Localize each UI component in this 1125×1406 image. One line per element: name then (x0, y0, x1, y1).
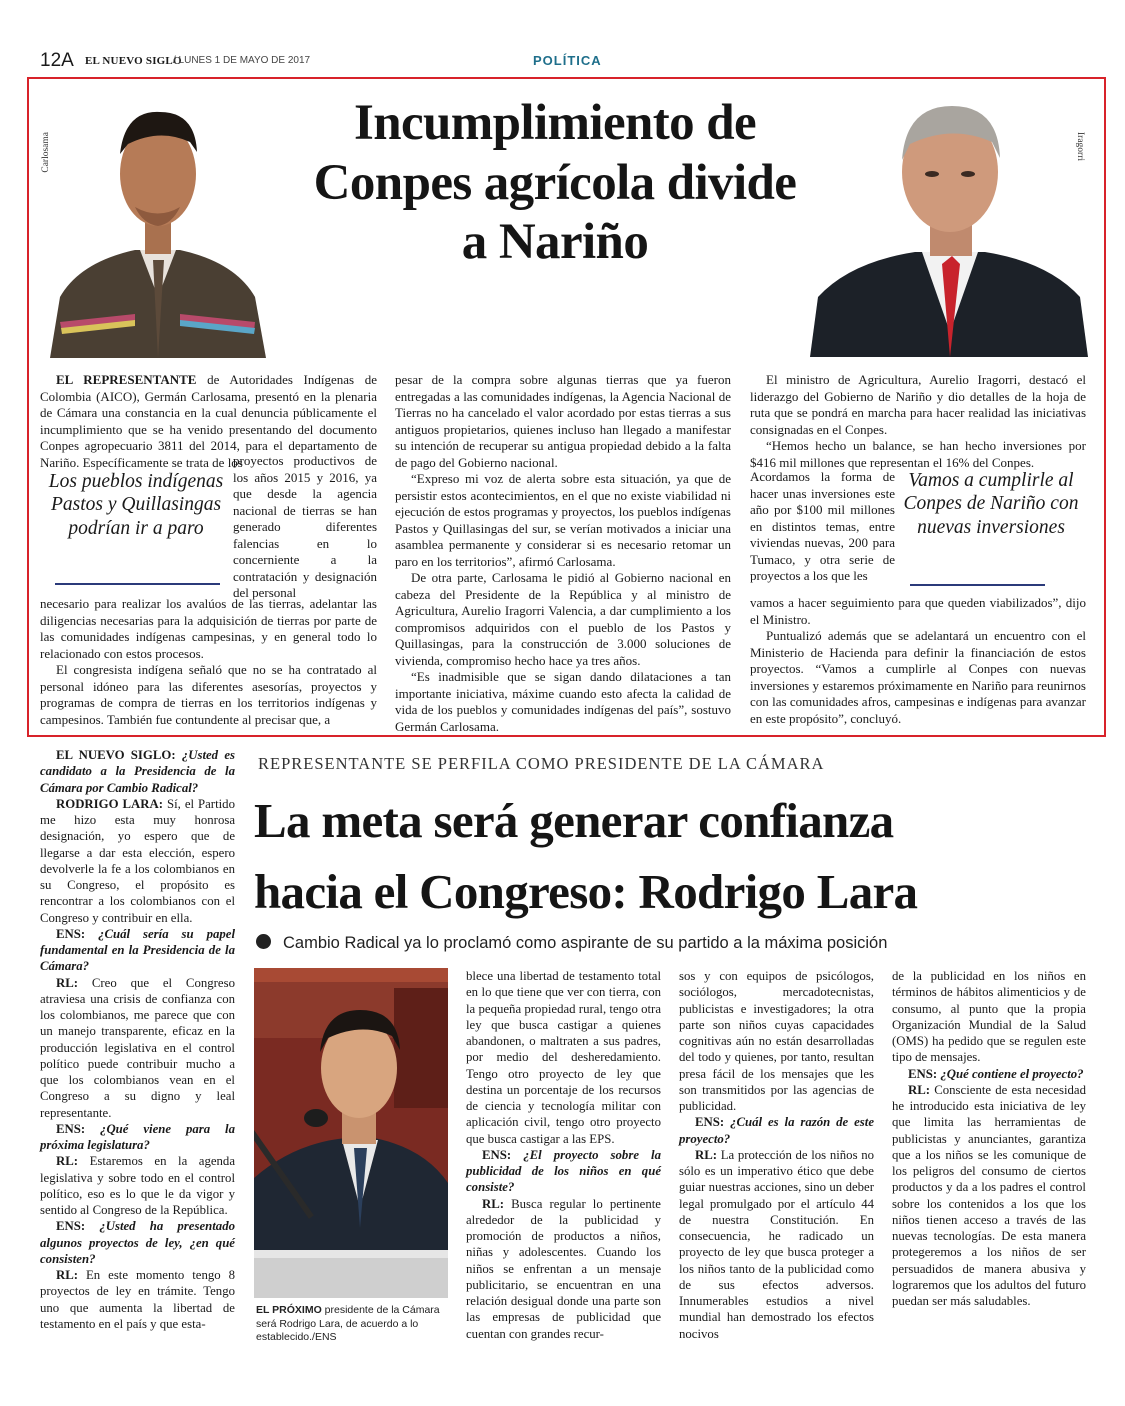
story2-headline-line1: La meta será generar confianza (254, 793, 894, 848)
interview-question (40, 1121, 235, 1154)
speaker-tag: ENS: (56, 1219, 86, 1234)
bullet-icon (256, 934, 271, 949)
story1-paragraph: El congresista indígena señaló que no se ha contratado al personal idóneo para las diferentes asesorías, proyectos y programas de compra de tierras en los territorios indígenas y campesinos. También fue contundente al precisar que, a (40, 662, 377, 727)
newspaper-name: EL NUEVO SIGLO (85, 55, 182, 67)
story2-headline-line2: hacia el Congreso: Rodrigo Lara (254, 864, 918, 920)
interview-column-3 (679, 968, 874, 1342)
story1-paragraph: El ministro de Agricultura, Aurelio Iragorri, destacó el liderazgo del Gobierno de Nariño y dio detalles de la hoja de ruta que se pondrá en marcha para hacer realidad las iniciativas consignadas en el Conpes. (750, 372, 1086, 437)
speaker-tag: RL: (908, 1082, 931, 1097)
interview-question (892, 1066, 1086, 1082)
photo-credit-left: Carlosama (41, 132, 51, 173)
story1-column-2 (395, 372, 731, 735)
photo-iragorri (810, 92, 1088, 357)
story1-column-3-wrap (750, 469, 895, 585)
question-text: ¿Cuál es la razón de este proyecto? (679, 1115, 875, 1146)
answer-text: La protección de los niños no sólo es un imperativo ético que debe guiar nuestras acciones, sino un deber legal promulgado por el artículo 44 de nuestra Constitución. En consecuencia, he radicado un proyecto de ley que busca proteger a los niños tanto de la publicidad como de sus efectos adversos. Innumerables estudios a nivel mundial han demostrado los efectos nocivos (679, 1147, 874, 1341)
interview-column-1 (40, 747, 235, 1332)
speaker-tag: RL: (695, 1147, 718, 1162)
story2-deck-text: Cambio Radical ya lo proclamó como aspirante de su partido a la máxima posición (283, 934, 888, 952)
speaker-tag: RL: (56, 975, 79, 990)
interview-answer (40, 1153, 235, 1218)
answer-text: Consciente de esta necesidad he introducido esta iniciativa de ley que limita las herramientas de publicistas y anunciantes, garantiza que a los niños se les comunique de los peligros del consumo de ciertos productos y da a los padres el control sobre los contenidos a los que los niños tienen acceso a través de las nuevas tecnologías. De esta manera protegeremos a los niños de ser persuadidos de manera abusiva y lograremos que los adultos del futuro puedan ser más saludables. (892, 1082, 1086, 1308)
speaker-tag: RODRIGO LARA: (56, 796, 164, 811)
speaker-tag: ENS: (56, 1121, 86, 1136)
interview-answer (892, 1082, 1086, 1310)
story1-paragraph: necesario para realizar los avalúos de las tierras, adelantar las diligencias necesarias para la adquisición de tierras por parte de las comunidades indígenas campesinas, y en general todo lo relacionado con estos procesos. (40, 596, 377, 661)
speaker-tag: ENS: (908, 1066, 938, 1081)
interview-answer (40, 1267, 235, 1332)
interview-answer (40, 975, 235, 1121)
story1-headline: Incumplimiento de Conpes agrícola divide a Nariño (313, 95, 797, 271)
story2-headline (254, 785, 1094, 927)
photo-caption (256, 1304, 451, 1345)
interview-answer (40, 796, 235, 926)
page-number: 12A (40, 50, 74, 71)
section-label: POLÍTICA (533, 53, 602, 68)
story1-paragraph: “Es inadmisible que se sigan dando dilataciones a tan importante iniciativa, máxime cuando esto afecta la calidad de vida de los pueblos y comunidades indígenas del país”, sostuvo Germán Carlosama. (395, 669, 731, 734)
story1-column-3-lower (750, 595, 1086, 727)
story1-column-1-lower (40, 596, 377, 728)
answer-text: sos y con equipos de psicólogos, sociólogos, mercadotecnistas, publicistas e investigadores; la otra parte son niños cuyas capacidades cognitivas aún no están desarrolladas del todo y quienes, por tanto, resultan presa fácil de los mensajes que les son transmitidos por las agencias de publicidad. (679, 969, 874, 1113)
question-text: ¿El proyecto sobre la publicidad de los niños en qué consiste? (466, 1147, 661, 1195)
issue-date: / LUNES 1 DE MAYO DE 2017 (173, 55, 311, 66)
pull-quote-1-rule (55, 583, 220, 585)
interview-answer (679, 1147, 874, 1342)
answer-text: Estaremos en la agenda legislativa y sobre todo en el control político, eso es lo que le da vigor y sentido al Congreso de la República. (40, 1154, 236, 1217)
interview-question (466, 1147, 661, 1196)
speaker-tag: ENS: (695, 1115, 725, 1130)
photo-carlosama (40, 92, 276, 358)
question-text: ¿Usted ha presentado algunos proyectos de ley, ¿en qué consisten? (40, 1219, 235, 1266)
story1-paragraph: “Hemos hecho un balance, se han hecho inversiones por $416 mil millones que representan el 16% del Conpes. (750, 438, 1086, 470)
story1-paragraph: proyectos productivos de los años 2015 y 2016, ya que desde la agencia nacional de tierras se han generado diferentes falencias en lo concerniente a la contratación y designación del personal (233, 453, 377, 600)
answer-text: de la publicidad en los niños en términos de hábitos alimenticios y de consumo, al punto que la propia Organización Mundial de la Salud (OMS) ha pedido que se regulen este tipo de mensajes. (892, 969, 1086, 1065)
story1-lead: EL REPRESENTANTE (56, 372, 197, 387)
interview-column-4 (892, 968, 1086, 1309)
photo-credit-right: Iragorri (1075, 132, 1085, 162)
answer-text: Sí, el Partido me hizo esta muy honrosa designación, yo espero que de llegarse a dar esta elección, espero devolverle la fe a los colombianos en su Congreso, el propósito es rencontrar a los colombianos con el Congreso y contribuir en ella. (40, 796, 235, 925)
pull-quote-1: Los pueblos indígenas Pastos y Quillasingas podrían ir a paro (48, 471, 224, 539)
speaker-tag: RL: (482, 1196, 505, 1211)
caption-text: presidente de la Cámara será Rodrigo Lara, de acuerdo a lo establecido./ENS (256, 1304, 440, 1344)
photo-rodrigo-lara (254, 968, 448, 1298)
interview-question (679, 1114, 874, 1147)
story1-column-3 (750, 372, 1086, 471)
question-text: ¿Qué contiene el proyecto? (940, 1066, 1084, 1081)
pull-quote-2: Vamos a cumplirle al Conpes de Nariño con nuevas inversiones (903, 470, 1079, 538)
story1-paragraph: “Expreso mi voz de alerta sobre esta situación, ya que de persistir estos acontecimientos, en el que no existe viabilidad ni ejecución de estos programas y proyectos, los pueblos indígenas Pastos y Quillasingas del sur, se verían motivados a iniciar una asamblea permanente y considerar si es necesario retomar un paro en los territorios”, afirmó Carlosama. (395, 471, 731, 569)
page-header (40, 50, 1090, 74)
story1-column-1-wrap (233, 453, 377, 602)
story1-paragraph: Acordamos la forma de hacer unas inversiones este año por $100 mil millones en distintos temas, entre viviendas nuevas, 200 para Tumaco, y otra serie de proyectos a los que les (750, 469, 895, 583)
question-text: ¿Usted es candidato a la Presidencia de la Cámara por Cambio Radical? (40, 748, 235, 795)
answer-text: En este momento tengo 8 proyectos de ley en trámite. Tengo uno que aumenta la libertad de testamento en el país y que esta- (40, 1268, 235, 1331)
speaker-tag: RL: (56, 1154, 79, 1169)
story1-paragraph: vamos a hacer seguimiento para que queden viabilizados”, dijo el Ministro. (750, 595, 1086, 627)
story2-kicker: REPRESENTANTE SE PERFILA COMO PRESIDENTE DE LA CÁMARA (258, 754, 825, 773)
speaker-tag: ENS: (56, 926, 86, 941)
interview-question (40, 926, 235, 975)
caption-lead: EL PRÓXIMO (256, 1304, 322, 1316)
story2-deck (256, 934, 887, 953)
answer-text: Creo que el Congreso atraviesa una crisis de confianza con los colombianos, me parece que con un manejo transparente, eficaz en la producción legislativa en el control político puede contribuir mucho a que los colombianos vean en el Congreso a su digno y leal representante. (40, 975, 235, 1120)
question-text: ¿Cuál sería su papel fundamental en la Presidencia de la Cámara? (40, 926, 235, 974)
speaker-tag: EL NUEVO SIGLO: (56, 748, 176, 762)
story1-paragraph: Puntualizó además que se adelantará un encuentro con el Ministerio de Hacienda para definir la financiación de estos proyectos. “Vamos a cumplirle al Conpes con nuevas inversiones y estaremos próximamente en Nariño para reunirnos con las comunidades afros, campesinas e indígenas para avanzar en este propósito”, concluyó. (750, 628, 1086, 726)
interview-question (40, 747, 235, 796)
answer-text: Busca regular lo pertinente alrededor de la publicidad y promoción de productos a niños, niñas y adolescentes. Cuando los niños se enfrentan a un mensaje publicitario, se encuentran en una relación desigual donde una parte son las empresas de publicidad que cuentan con grandes recur- (466, 1196, 661, 1341)
speaker-tag: RL: (56, 1268, 79, 1282)
story1-paragraph: De otra parte, Carlosama le pidió al Gobierno nacional en cabeza del Presidente de la República y al ministro de Agricultura, Aurelio Iragorri Valencia, a dar cumplimiento a los compromisos adquiridos con el pueblo de los Pastos y Quillasingas, para la construcción de 3.000 soluciones de vivienda, compromiso hecho hace ya tres años. (395, 570, 731, 668)
story1-paragraph: pesar de la compra sobre algunas tierras que ya fueron entregadas a las comunidades indígenas, la Agencia Nacional de Tierras no ha cancelado el valor acordado por estas tierras a sus antiguos propietarios, quienes incluso han llegado a manifestar su intención de recuperar su antigua propiedad debido a la falta de pago del Gobierno nacional. (395, 372, 731, 470)
story1-lead-text: de Autoridades Indígenas de Colombia (AICO), Germán Carlosama, presentó en la plenaria de Cámara una constancia en la cual denuncia públicamente el incumplimiento que se ha venido presentando del documento Conpes agropecuario 3811 del 2014, para el departamento de Nariño. Específicamente se trata de los (40, 372, 378, 470)
interview-answer (466, 1196, 661, 1342)
question-text: ¿Qué viene para la próxima legislatura? (40, 1121, 235, 1152)
interview-column-2 (466, 968, 661, 1342)
interview-question (40, 1218, 235, 1267)
pull-quote-2-rule (910, 584, 1045, 586)
answer-text: blece una libertad de testamento total en lo que tiene que ver con tierra, con la pequeña propiedad rural, tengo otra ley que busca castigar a quienes abandonen, o maltraten a sus padres, por medio del desheredamiento. Tengo otro proyecto de ley que destina un porcentaje de los recursos de ciencia y tecnología militar con aplicación civil, tengo otro proyecto que busca castigar a las EPS. (466, 969, 661, 1146)
speaker-tag: ENS: (482, 1147, 512, 1162)
